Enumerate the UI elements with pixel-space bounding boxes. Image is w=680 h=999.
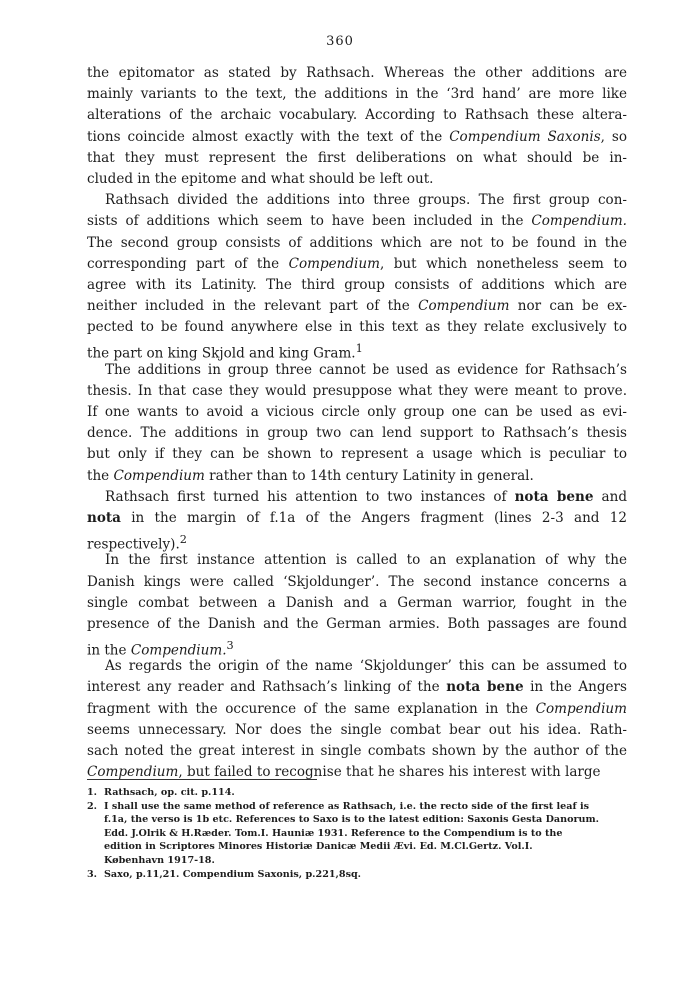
paragraph	[87, 63, 627, 190]
text-run: Rathsach first turned his attention to two instances of	[105, 488, 515, 505]
text-run: mainly variants to the text, the additions in the ‘3rd hand’ are more like	[87, 86, 627, 103]
paragraph	[87, 656, 627, 783]
text-run: neither included in the relevant part of the	[87, 298, 419, 315]
text-run: rather than to 14th century Latinity in general.	[204, 467, 534, 484]
text-line	[87, 105, 627, 126]
text-line	[87, 233, 627, 254]
italic-text: Compendium	[418, 298, 510, 315]
text-line	[87, 423, 627, 444]
text-run: nor can be ex-	[509, 298, 627, 315]
text-line	[87, 254, 627, 275]
text-run: Rathsach divided the additions into three groups. The first group con-	[105, 192, 627, 209]
text-run: If one wants to avoid a vicious circle only group one can be used as evi-	[87, 404, 627, 420]
italic-text: Compendium.	[130, 642, 227, 659]
paragraph	[87, 360, 627, 487]
footnote-text	[104, 786, 633, 800]
text-run: interest any reader and Rathsach’s linking of the	[87, 679, 447, 696]
text-run: tions coincide almost exactly with the text of the	[87, 128, 450, 145]
text-line	[87, 317, 627, 338]
bold-text: Saxonis Gesta Danorum.	[467, 814, 600, 826]
text-run: fragment with the occurence of the same explanation in the	[87, 700, 536, 717]
text-line	[87, 762, 627, 783]
text-line	[87, 720, 627, 741]
text-run: sists of additions which seem to have been included in the	[87, 213, 532, 230]
text-line	[87, 190, 627, 211]
footnote	[87, 868, 633, 882]
text-run: in the margin of f.1a of the Angers fragment (lines 2-3 and 12	[120, 509, 627, 526]
paragraph	[87, 190, 627, 360]
text-line	[87, 466, 627, 487]
text-run: Danish kings were called ‘Skjoldunger’. The second instance concerns a	[87, 573, 627, 590]
text-line	[87, 614, 627, 635]
text-run: agree with its Latinity. The third group consists of additions which are	[87, 276, 627, 293]
text-run: The additions in group three cannot be used as evidence for Rathsach’s	[105, 361, 627, 378]
text-run: dence. The additions in group two can lend support to Rathsach’s thesis	[87, 425, 627, 442]
text-line	[87, 381, 627, 402]
text-run: , so	[600, 128, 628, 145]
text-run: cluded in the epitome and what should be left out.	[87, 170, 434, 187]
text-line	[87, 572, 627, 593]
text-line	[87, 169, 627, 190]
italic-text: Compendium	[87, 764, 179, 781]
paragraph	[87, 487, 627, 551]
footnote-number: 3.	[87, 868, 98, 880]
bold-text: nota bene	[446, 679, 524, 696]
footnotes	[87, 786, 633, 881]
bold-text: nota bene	[514, 488, 594, 505]
text-run: pected to be found anywhere else in this text as they relate exclusively to	[87, 319, 627, 336]
text-line	[87, 296, 627, 317]
text-line	[87, 444, 627, 465]
footnote	[87, 800, 633, 868]
text-run: sach noted the great interest in single combats shown by the author of the	[87, 743, 627, 759]
paragraph	[87, 550, 627, 659]
footnote-reference[interactable]: 1	[355, 342, 363, 356]
text-run: The second group consists of additions which are not to be found in the	[87, 234, 627, 251]
text-line	[87, 741, 627, 762]
text-run: , but which nonetheless seem to	[379, 255, 627, 272]
text-run: In the first instance attention is called to an explanation of why the	[105, 552, 627, 569]
text-run: thesis. In that case they would presuppose what they were meant to prove.	[87, 382, 627, 399]
text-line	[87, 593, 627, 614]
body-text	[87, 63, 627, 783]
text-line	[87, 338, 627, 362]
text-run: that they must represent the first deliberations on what should be in-	[87, 149, 627, 166]
text-run: Rathsach, op. cit. p.114.	[104, 787, 235, 798]
footnote-reference[interactable]: 3	[226, 639, 234, 653]
footnote-text	[104, 800, 633, 868]
text-run: single combat between a Danish and a German warrior, fought in the	[87, 594, 627, 611]
text-run: seems unnecessary. Nor does the single combat bear out his idea. Rath-	[87, 721, 627, 738]
text-line	[87, 84, 627, 105]
text-run: the epitomator as stated by Rathsach. Whereas the other additions are	[87, 65, 627, 81]
footnote-line	[104, 800, 633, 814]
text-run: edition in	[104, 841, 160, 853]
footnote-line	[104, 827, 633, 841]
text-run: Ed. M.Cl.Gertz. Vol.I.	[416, 841, 533, 853]
text-line	[87, 699, 627, 720]
text-run: presence of the Danish and the German armies. Both passages are found	[87, 615, 627, 632]
text-run: but only if they can be shown to represent a usage which is peculiar to	[87, 446, 627, 463]
text-run: Edd. J.Olrik & H.Ræder. Tom.I. Hauniæ 1931. Reference to the Compendium is to the	[104, 827, 563, 839]
text-run: respectively).	[87, 536, 180, 553]
footnote-line	[104, 813, 633, 827]
footnote-line	[104, 840, 633, 854]
text-run: , p.221,8sq.	[298, 868, 362, 880]
footnote-line	[104, 854, 633, 868]
text-line	[87, 360, 627, 381]
text-run: København 1917-18.	[104, 854, 215, 866]
text-run: alterations of the archaic vocabulary. According to Rathsach these altera-	[87, 107, 627, 124]
footnote-line	[104, 786, 633, 800]
text-line	[87, 148, 627, 169]
footnote-number: 2.	[87, 800, 98, 812]
text-line	[87, 508, 627, 529]
text-line	[87, 63, 627, 84]
bold-text: Scriptores Minores Historiæ Danicæ Medii Ævi.	[159, 841, 417, 853]
page-number: 360	[326, 34, 354, 49]
footnote-separator-rule	[87, 779, 317, 780]
text-line	[87, 211, 627, 232]
text-run: and	[593, 488, 628, 505]
footnote-reference[interactable]: 2	[179, 533, 187, 547]
text-run: the	[87, 467, 114, 484]
italic-text: Compendium	[113, 467, 205, 484]
text-line	[87, 487, 627, 508]
text-line	[87, 550, 627, 571]
text-line	[87, 402, 627, 423]
text-line	[87, 656, 627, 677]
bold-text: Compendium Saxonis	[182, 868, 299, 880]
text-run: corresponding part of the	[87, 255, 289, 272]
text-run: As regards the origin of the name ‘Skjoldunger’ this can be assumed to	[105, 658, 627, 675]
text-line	[87, 677, 627, 698]
footnote-text	[104, 868, 633, 882]
text-run: the part on king Skjold and king Gram.	[87, 345, 356, 362]
footnote-line	[104, 868, 633, 882]
italic-text: Compendium Saxonis	[449, 128, 601, 145]
footnote-number: 1.	[87, 787, 98, 798]
text-line	[87, 127, 627, 148]
italic-text: Compendium	[288, 255, 380, 272]
text-run: in the Angers	[523, 679, 627, 696]
text-run: Saxo, p.11,21.	[104, 868, 183, 880]
text-run: f.1a, the verso is 1b etc. References to Saxo is to the latest edition:	[104, 814, 468, 826]
text-run: I shall use the same method of reference as Rathsach, i.e. the recto side of the first leaf is	[104, 800, 589, 812]
bold-text: nota	[87, 509, 121, 526]
text-run: in the	[87, 642, 131, 659]
text-run: , but failed to recognise that he shares his interest with large	[178, 764, 601, 781]
text-line	[87, 529, 627, 553]
text-line	[87, 275, 627, 296]
text-line	[87, 635, 627, 659]
footnote	[87, 786, 633, 800]
italic-text: Compendium	[535, 700, 627, 717]
italic-text: Compendium.	[531, 213, 627, 230]
